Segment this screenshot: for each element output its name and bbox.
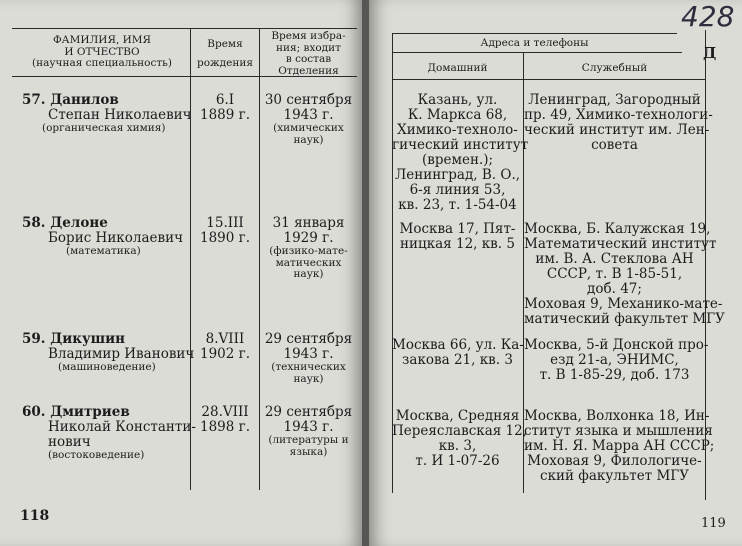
election-column-header: Время избра- ния; входит в состав Отделения <box>271 30 346 77</box>
work-address-58: Москва, Б. Калужская 19, Математический институт им. В. А. Стеклова АН СССР, т. В 1-85-51, доб. 47; Моховая 9, Механико-мате- матический факультет МГУ <box>524 221 725 327</box>
header-top-rule <box>12 28 357 29</box>
birth-date: 15.III 1890 г. <box>199 215 250 246</box>
specialty: (машиноведение) <box>58 361 156 373</box>
home-address-58: Москва 17, Пят- ницкая 12, кв. 5 <box>399 221 516 252</box>
election-date: 29 сентября 1943 г. (технических наук) <box>264 331 353 385</box>
election-date: 29 сентября 1943 г. (литературы и языка) <box>264 404 353 458</box>
specialty: (математика) <box>66 245 141 257</box>
home-column-header: Домашний <box>427 62 488 74</box>
surname: Данилов <box>50 92 119 108</box>
specialty: (органическая химия) <box>42 122 166 134</box>
given-names: Степан Николаевич <box>48 107 192 123</box>
surname: Дмитриев <box>50 404 130 420</box>
home-address-57: Казань, ул. К. Маркса 68, Химико-техноло- гический институт (времен.); Ленинград, В. О., 6-я линия 53, кв. 23, т. 1-54-04 <box>392 92 529 213</box>
name-column-header: ФАМИЛИЯ, ИМЯ И ОТЧЕСТВО (научная специальность) <box>31 34 172 69</box>
header-bottom-rule <box>392 79 705 80</box>
addresses-header: Адреса и телефоны <box>480 37 589 49</box>
header-top-rule <box>392 33 677 34</box>
given-names-continued: нович <box>48 434 91 450</box>
birth-date: 6.I 1889 г. <box>199 92 250 123</box>
page-number: 118 <box>20 508 50 524</box>
book-gutter <box>362 0 369 546</box>
given-names: Николай Константи- <box>48 419 196 435</box>
truncated-header: Д <box>703 44 717 62</box>
election-date: 31 января 1929 г. (физико-мате- матических наук) <box>269 215 348 280</box>
header-mid-rule <box>392 52 682 53</box>
surname: Дикушин <box>50 331 126 347</box>
handwritten-page-mark: 428 <box>681 0 735 33</box>
work-address-60: Москва, Волхонка 18, Ин- ститут языка и мышления им. Н. Я. Марра АН СССР; Моховая 9, Филологиче- ский факультет МГУ <box>524 408 715 484</box>
work-address-57: Ленинград, Загородный пр. 49, Химико-технологи- ческий институт им. Лен- совета <box>524 92 713 153</box>
election-date: 30 сентября 1943 г. (химических наук) <box>264 92 353 146</box>
work-address-59: Москва, 5-й Донской про- езд 21-а, ЭНИМС, т. В 1-85-29, доб. 173 <box>524 337 709 383</box>
left-page: ФАМИЛИЯ, ИМЯ И ОТЧЕСТВО (научная специальность) Время рождения Время избра- ния; входит в состав Отделения 57. Данилов Степан Николаевич (органическая химия) 6.I 1889 г. 30 сентября 1943 г. (химических наук) 58. Делоне Борис Николаевич (математика) 15.III 1890 г. 31 января 1929 г. (физико-мате- матических наук) 59. Дикушин Владимир Иванович (машиноведение) 8.VIII 1902 г. 29 сентября 1943 г. (технических наук) 60. Дмитриев Николай Константи- нович (востоковедение) 28.VIII 1898 г. 29 сентября 1943 г. (литературы и языка) 118 <box>0 0 362 546</box>
right-page <box>369 0 742 546</box>
given-names: Борис Николаевич <box>48 230 184 246</box>
page-number: 119 <box>701 516 726 531</box>
birth-date: 28.VIII 1898 г. <box>199 404 250 435</box>
work-column-header: Служебный <box>581 62 648 74</box>
birth-column-header: Время рождения <box>196 38 253 69</box>
home-address-59: Москва 66, ул. Ка- закова 21, кв. 3 <box>392 337 524 368</box>
home-address-60: Москва, Средняя Переяславская 12, кв. 3, т. И 1-07-26 <box>392 408 528 469</box>
birth-date: 8.VIII 1902 г. <box>199 331 250 362</box>
specialty: (востоковедение) <box>48 449 145 461</box>
given-names: Владимир Иванович <box>48 346 195 362</box>
surname: Делоне <box>50 215 108 231</box>
